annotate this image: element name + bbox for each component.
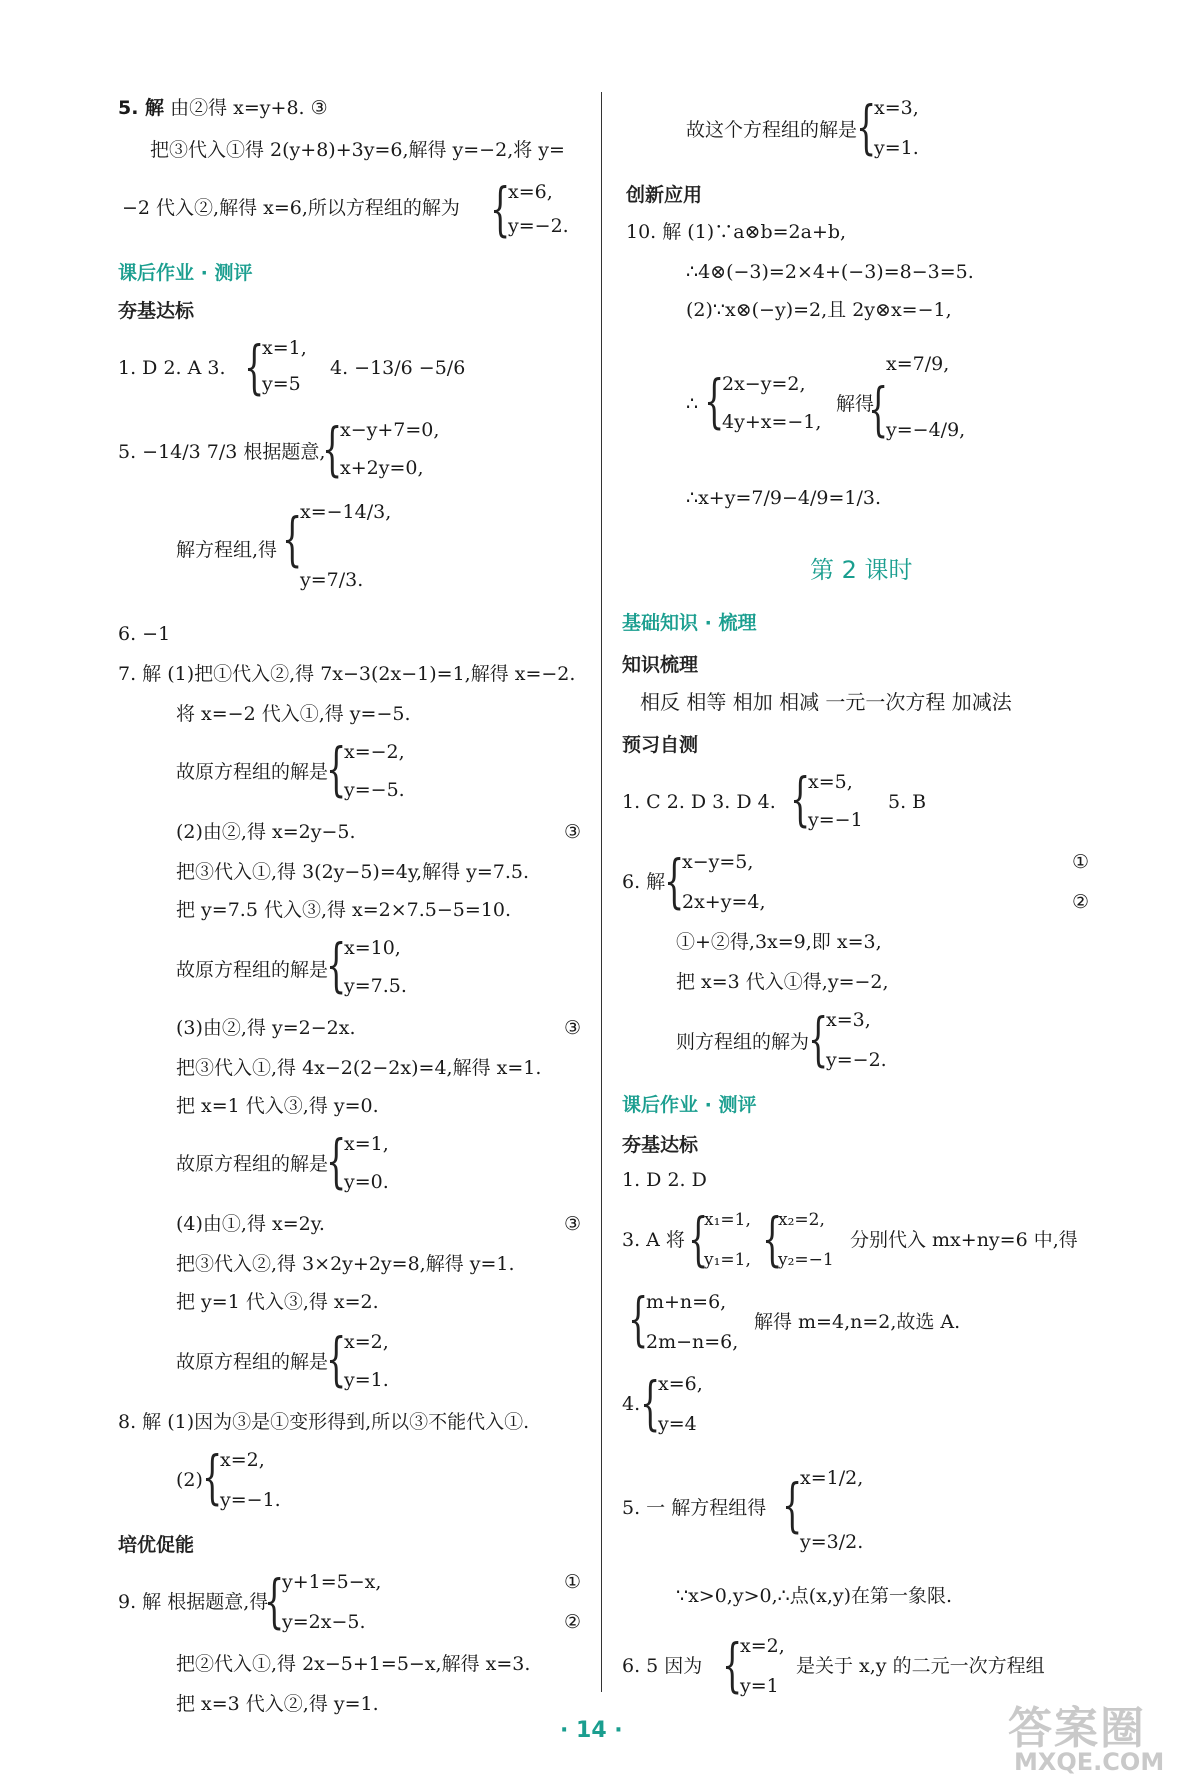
brace: { bbox=[856, 93, 877, 161]
p4-sol-y: y=−1 bbox=[808, 809, 863, 831]
q7-sol2-y: y=7.5. bbox=[344, 975, 407, 997]
p6-sol-y: y=−2. bbox=[826, 1049, 887, 1071]
page-number: · 14 · bbox=[560, 1718, 623, 1743]
column-divider bbox=[601, 92, 602, 1692]
p6-line2: 把 x=3 代入①得,y=−2, bbox=[676, 971, 889, 993]
q7-sol4-x: x=2, bbox=[344, 1331, 389, 1353]
q5-line3: −2 代入②,解得 x=6,所以方程组的解为 bbox=[122, 197, 460, 219]
q9-line2: 把②代入①,得 2x−5+1=5−x,解得 x=3. bbox=[176, 1653, 531, 1675]
q7-sol1-y: y=−5. bbox=[344, 779, 405, 801]
brace: { bbox=[490, 175, 511, 243]
eq-marker: ③ bbox=[564, 821, 582, 843]
h5-line2: ∵x>0,y>0,∴点(x,y)在第一象限. bbox=[676, 1585, 953, 1607]
eq-marker: ③ bbox=[564, 1017, 582, 1039]
q7-line13: 把③代入②,得 3×2y+2y=8,解得 y=1. bbox=[176, 1253, 515, 1275]
h3-eq2: 2m−n=6, bbox=[646, 1331, 739, 1353]
q5b-sol-y: y=7/3. bbox=[300, 569, 364, 591]
knowledge-answers: 相反 相等 相加 相减 一元一次方程 加减法 bbox=[640, 690, 1012, 714]
q7-sol1-x: x=−2, bbox=[344, 741, 405, 763]
brace: { bbox=[722, 1631, 743, 1699]
q8-sol-x: x=2, bbox=[220, 1449, 265, 1471]
q8-sol-y: y=−1. bbox=[220, 1489, 281, 1511]
h6-head: 6. 5 因为 bbox=[622, 1655, 703, 1677]
p6-line1: ①+②得,3x=9,即 x=3, bbox=[676, 931, 882, 953]
q7-sol3-x: x=1, bbox=[344, 1133, 389, 1155]
q5-line2: 把③代入①得 2(y+8)+3y=6,解得 y=−2,将 y= bbox=[150, 139, 565, 161]
p5-answer: 5. B bbox=[888, 791, 927, 813]
brace: { bbox=[664, 847, 685, 915]
section-heading: 基础知识 · 梳理 bbox=[622, 612, 757, 634]
brace: { bbox=[640, 1369, 661, 1437]
brace: { bbox=[782, 1471, 803, 1539]
homework-1-2: 1. D 2. D bbox=[622, 1169, 707, 1191]
brace: { bbox=[326, 1127, 347, 1195]
brace: { bbox=[704, 367, 725, 435]
q7-line3: 故原方程组的解是 bbox=[176, 761, 329, 783]
q7-line8: (3)由②,得 y=2−2x. bbox=[176, 1017, 356, 1039]
h3-tail: 分别代入 mx+ny=6 中,得 bbox=[850, 1229, 1078, 1251]
q7-line7: 故原方程组的解是 bbox=[176, 959, 329, 981]
q10-solve: 解得 bbox=[836, 393, 875, 415]
q5-sol-y: y=−2. bbox=[508, 215, 569, 237]
brace: { bbox=[688, 1205, 709, 1273]
h4-sol-y: y=4 bbox=[658, 1413, 697, 1435]
h3-s2-x: x₂=2, bbox=[778, 1210, 825, 1230]
p6-head: 6. 解 bbox=[622, 871, 666, 893]
answer-6: 6. −1 bbox=[118, 623, 171, 645]
brace: { bbox=[790, 765, 811, 833]
q5-line: 5. 解 由②得 x=y+8. ③ bbox=[118, 97, 328, 119]
answer-4: 4. −13/6 −5/6 bbox=[330, 357, 466, 379]
q10-line4: ∴x+y=7/9−4/9=1/3. bbox=[686, 487, 881, 509]
brace: { bbox=[326, 931, 347, 999]
brace: { bbox=[326, 735, 347, 803]
q7-line2: 将 x=−2 代入①,得 y=−5. bbox=[176, 703, 411, 725]
q7-line6: 把 y=7.5 代入③,得 x=2×7.5−5=10. bbox=[176, 899, 512, 921]
q10-eq1: 2x−y=2, bbox=[722, 373, 806, 395]
subheading: 夯基达标 bbox=[118, 300, 195, 322]
r1-line: 故这个方程组的解是 bbox=[686, 119, 858, 141]
h3-eq1: m+n=6, bbox=[646, 1291, 727, 1313]
q9-eq1: y+1=5−x, bbox=[282, 1571, 382, 1593]
eq-marker: ② bbox=[564, 1611, 582, 1633]
eq-marker: ① bbox=[564, 1571, 582, 1593]
p6-eq1: x−y=5, bbox=[682, 851, 754, 873]
q10-line1: 10. 解 (1)∵a⊗b=2a+b, bbox=[626, 221, 847, 243]
h3-head: 3. A 将 bbox=[622, 1229, 685, 1251]
q5-sol-x: x=6, bbox=[508, 181, 553, 203]
q10-line3: (2)∵x⊗(−y)=2,且 2y⊗x=−1, bbox=[686, 299, 952, 321]
brace: { bbox=[808, 1005, 829, 1073]
brace: { bbox=[282, 505, 303, 573]
q7-sol4-y: y=1. bbox=[344, 1369, 389, 1391]
q5b-solve: 解方程组,得 bbox=[176, 539, 278, 561]
q10-eq2: 4y+x=−1, bbox=[722, 411, 822, 433]
subheading: 创新应用 bbox=[626, 184, 703, 206]
watermark-logo: 答案圈 bbox=[1008, 1703, 1146, 1754]
q9-eq2: y=2x−5. bbox=[282, 1611, 366, 1633]
q10-sol-x: x=7/9, bbox=[886, 353, 950, 375]
answers-1-3: 1. D 2. A 3. bbox=[118, 357, 226, 379]
section-heading: 课后作业 · 测评 bbox=[622, 1094, 757, 1116]
q5b-eq1: x−y+7=0, bbox=[340, 419, 440, 441]
h6-sol-x: x=2, bbox=[740, 1635, 785, 1657]
q3-sol-y: y=5 bbox=[262, 373, 301, 395]
h3-s1-x: x₁=1, bbox=[704, 1210, 751, 1230]
r1-sol-y: y=1. bbox=[874, 137, 919, 159]
h6-sol-y: y=1 bbox=[740, 1675, 779, 1697]
q7-line10: 把 x=1 代入③,得 y=0. bbox=[176, 1095, 379, 1117]
q5b-sol-x: x=−14/3, bbox=[300, 501, 392, 523]
q7-line12: (4)由①,得 x=2y. bbox=[176, 1213, 325, 1235]
q7-line9: 把③代入①,得 4x−2(2−2x)=4,解得 x=1. bbox=[176, 1057, 542, 1079]
brace: { bbox=[868, 375, 889, 443]
p6-eq2: 2x+y=4, bbox=[682, 891, 766, 913]
r1-sol-x: x=3, bbox=[874, 97, 919, 119]
q8-line1: 8. 解 (1)因为③是①变形得到,所以③不能代入①. bbox=[118, 1411, 530, 1433]
subheading: 夯基达标 bbox=[622, 1134, 699, 1156]
p4-sol-x: x=5, bbox=[808, 771, 853, 793]
subheading: 培优促能 bbox=[118, 1534, 195, 1556]
brace: { bbox=[628, 1285, 649, 1353]
q7-sol3-y: y=0. bbox=[344, 1171, 389, 1193]
watermark-url: MXQE.COM bbox=[1014, 1748, 1165, 1776]
watermark bbox=[1008, 1692, 1178, 1782]
h3-tail2: 解得 m=4,n=2,故选 A. bbox=[754, 1311, 961, 1333]
q9-line1: 9. 解 根据题意,得 bbox=[118, 1591, 269, 1613]
brace: { bbox=[762, 1205, 783, 1273]
q7-line11: 故原方程组的解是 bbox=[176, 1153, 329, 1175]
q10-line2: ∴4⊗(−3)=2×4+(−3)=8−3=5. bbox=[686, 261, 974, 283]
preview-answers: 1. C 2. D 3. D 4. bbox=[622, 791, 776, 813]
eq-marker: ② bbox=[1072, 891, 1090, 913]
subheading: 预习自测 bbox=[622, 734, 699, 756]
q7-sol2-x: x=10, bbox=[344, 937, 401, 959]
q7-line14: 把 y=1 代入③,得 x=2. bbox=[176, 1291, 379, 1313]
brace: { bbox=[322, 415, 343, 483]
q5b-eq2: x+2y=0, bbox=[340, 457, 424, 479]
h4-head: 4. bbox=[622, 1393, 641, 1415]
q3-sol-x: x=1, bbox=[262, 337, 307, 359]
eq-marker: ③ bbox=[564, 1213, 582, 1235]
brace: { bbox=[244, 333, 265, 401]
h5-head: 5. 一 解方程组得 bbox=[622, 1497, 767, 1519]
q7-line15: 故原方程组的解是 bbox=[176, 1351, 329, 1373]
q9-line3: 把 x=3 代入②,得 y=1. bbox=[176, 1693, 379, 1715]
brace: { bbox=[202, 1443, 223, 1511]
q10-therefore: ∴ bbox=[686, 393, 699, 415]
h3-s2-y: y₂=−1 bbox=[778, 1250, 834, 1270]
eq-marker: ① bbox=[1072, 851, 1090, 873]
p6-line3: 则方程组的解为 bbox=[676, 1031, 810, 1053]
lesson-title: 第 2 课时 bbox=[810, 556, 913, 584]
answer-5: 5. −14/3 7/3 根据题意, bbox=[118, 441, 326, 463]
brace: { bbox=[326, 1325, 347, 1393]
section-heading: 课后作业 · 测评 bbox=[118, 262, 253, 284]
q7-line1: 7. 解 (1)把①代入②,得 7x−3(2x−1)=1,解得 x=−2. bbox=[118, 663, 576, 685]
h3-s1-y: y₁=1, bbox=[704, 1250, 751, 1270]
brace: { bbox=[264, 1567, 285, 1635]
p6-sol-x: x=3, bbox=[826, 1009, 871, 1031]
h6-tail: 是关于 x,y 的二元一次方程组 bbox=[796, 1655, 1045, 1677]
h4-sol-x: x=6, bbox=[658, 1373, 703, 1395]
subheading: 知识梳理 bbox=[622, 654, 699, 676]
q7-line5: 把③代入①,得 3(2y−5)=4y,解得 y=7.5. bbox=[176, 861, 530, 883]
h5-sol-y: y=3/2. bbox=[800, 1531, 864, 1553]
q10-sol-y: y=−4/9, bbox=[886, 419, 966, 441]
q8-line2: (2) bbox=[176, 1469, 203, 1491]
h5-sol-x: x=1/2, bbox=[800, 1467, 864, 1489]
q7-line4: (2)由②,得 x=2y−5. bbox=[176, 821, 356, 843]
